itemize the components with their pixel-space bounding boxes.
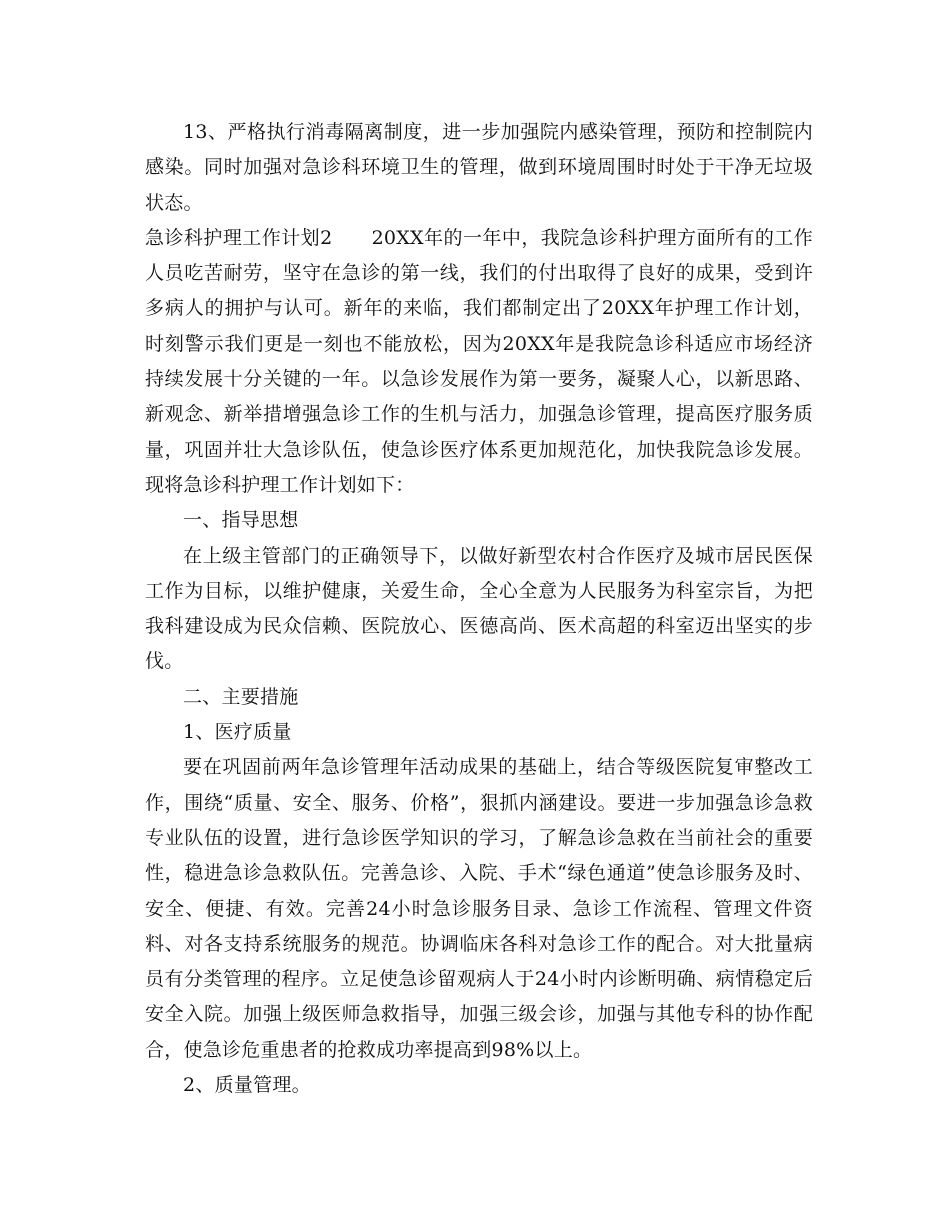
document-body — [145, 115, 813, 1103]
paragraph-medical-quality: 要在巩固前两年急诊管理年活动成果的基础上，结合等级医院复审整改工作，围绕“质量、安全、服务、价格”，狠抓内涵建设。要进一步加强急诊急救专业队伍的设置，进行急诊医学知识的学习，了解急诊急救在当前社会的重要性，稳进急诊急救队伍。完善急诊、入院、手术“绿色通道”使急诊服务及时、安全、便捷、有效。完善24小时急诊服务目录、急诊工作流程、管理文件资料、对各支持系统服务的规范。协调临床各科对急诊工作的配合。对大批量病员有分类管理的程序。立足使急诊留观病人于24小时内诊断明确、病情稳定后安全入院。加强上级医师急救指导，加强三级会诊，加强与其他专科的协作配合，使急诊危重患者的抢救成功率提高到98%以上。 — [145, 756, 813, 1061]
heading-main-measures: 二、主要措施 — [183, 685, 299, 708]
heading-guiding-ideology: 一、指导思想 — [183, 509, 299, 532]
heading-medical-quality: 1、医疗质量 — [183, 721, 292, 744]
paragraph-guiding-ideology: 在上级主管部门的正确领导下，以做好新型农村合作医疗及城市居民医保工作为目标，以维护健康，关爱生命，全心全意为人民服务为科室宗旨，为把我科建设成为民众信赖、医院放心、医德高尚、医术高超的科室迈出坚实的步伐。 — [145, 544, 813, 673]
paragraph-plan-intro: 急诊科护理工作计划2 20XX年的一年中，我院急诊科护理方面所有的工作人员吃苦耐劳，坚守在急诊的第一线，我们的付出取得了良好的成果，受到许多病人的拥护与认可。新年的来临，我们都制定出了20XX年护理工作计划，时刻警示我们更是一刻也不能放松，因为20XX年是我院急诊科适应市场经济持续发展十分关键的一年。以急诊发展作为第一要务，凝聚人心，以新思路、新观念、新举措增强急诊工作的生机与活力，加强急诊管理，提高医疗服务质量，巩固并壮大急诊队伍，使急诊医疗体系更加规范化，加快我院急诊发展。现将急诊科护理工作计划如下： — [145, 226, 813, 496]
heading-quality-management: 2、质量管理。 — [183, 1074, 311, 1097]
paragraph-disinfection: 13、严格执行消毒隔离制度，进一步加强院内感染管理，预防和控制院内感染。同时加强对急诊科环境卫生的管理，做到环境周围时时处于干净无垃圾状态。 — [145, 121, 813, 214]
